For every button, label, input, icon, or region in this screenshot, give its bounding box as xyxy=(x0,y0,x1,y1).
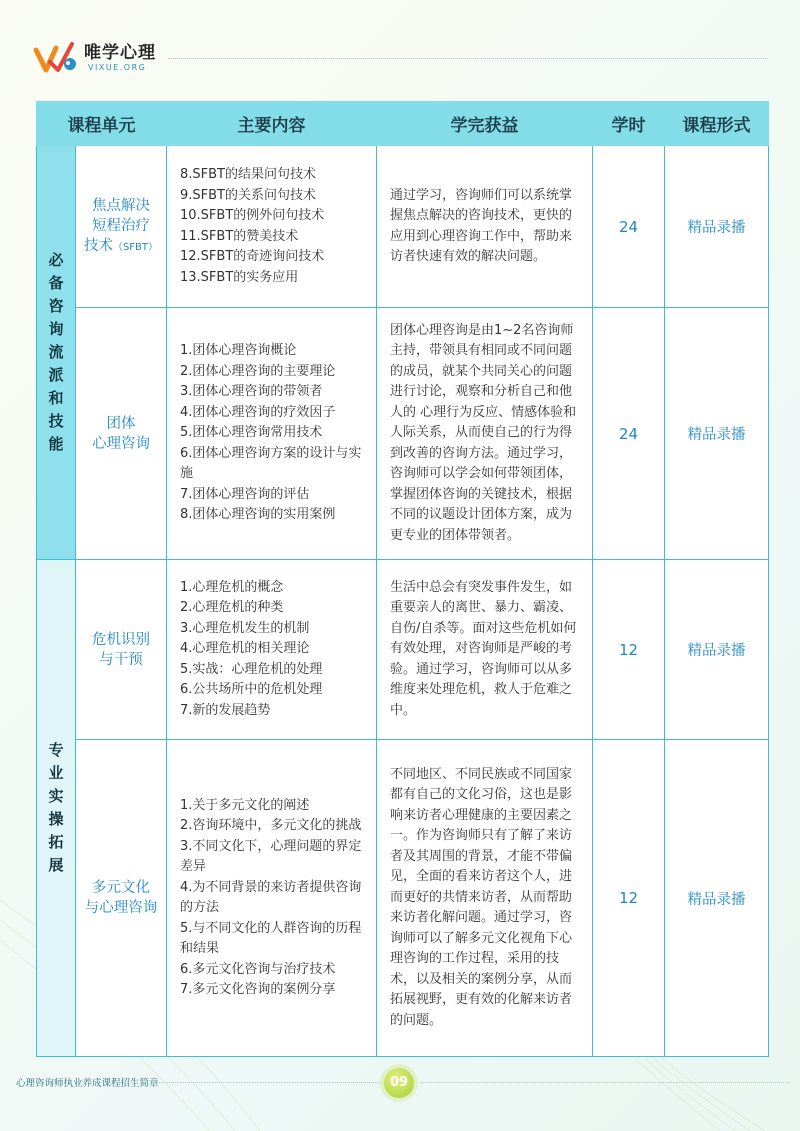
unit-name: 危机识别 与干预 xyxy=(76,560,167,740)
footer-divider-left xyxy=(150,1082,380,1083)
unit-benefit: 不同地区、不同民族或不同国家都有自己的文化习俗，这也是影响来访者心理健康的主要因素之一。作为咨询师只有了解了来访者及其周围的背景，才能不带偏见，全面的看来访者这个人，进而更好的共情来访者，从而帮助来访者化解问题。通过学习，咨询师可以了解多元文化视角下心理咨询的工作过程，采用的技术，以及相关的案例分享，从而拓展视野，更有效的化解来访者的问题。 xyxy=(377,740,593,1057)
unit-format: 精品录播 xyxy=(665,146,769,308)
unit-name: 团体 心理咨询 xyxy=(76,308,167,560)
header-hours: 学时 xyxy=(593,102,665,146)
unit-benefit: 通过学习，咨询师们可以系统掌握焦点解决的咨询技术，更快的应用到心理咨询工作中，帮助来访者快速有效的解决问题。 xyxy=(377,146,593,308)
category-required-skills: 必 备 咨 询 流 派 和 技 能 xyxy=(37,146,76,560)
unit-format: 精品录播 xyxy=(665,560,769,740)
unit-content: 1.关于多元文化的阐述 2.咨询环境中，多元文化的挑战 3.不同文化下，心理问题的界定差异 4.为不同背景的来访者提供咨询的方法 5.与不同文化的人群咨询的历程和结果 6.多元文化咨询与治疗技术 7.多元文化咨询的案例分享 xyxy=(167,740,377,1057)
table-row xyxy=(37,146,769,308)
brand-logo xyxy=(32,38,156,78)
table-row xyxy=(37,308,769,560)
unit-content: 1.团体心理咨询概论 2.团体心理咨询的主要理论 3.团体心理咨询的带领者 4.团体心理咨询的疗效因子 5.团体心理咨询常用技术 6.团体心理咨询方案的设计与实施 7.团体心理咨询的评估 8.团体心理咨询的实用案例 xyxy=(167,308,377,560)
brand-name: 唯学心理 xyxy=(84,43,156,63)
page-number-badge: 09 xyxy=(384,1068,414,1098)
unit-content: 8.SFBT的结果问句技术 9.SFBT的关系问句技术 10.SFBT的例外问句技术 11.SFBT的赞美技术 12.SFBT的奇迹询问技术 13.SFBT的实务应用 xyxy=(167,146,377,308)
unit-benefit: 团体心理咨询是由1~2名咨询师主持，带领具有相同或不同问题的成员，就某个共同关心的问题进行讨论，观察和分析自己和他人的 心理行为反应、情感体验和人际关系，从而使自己的行为得到改善的咨询方法。通过学习，咨询师可以学会如何带领团体，掌握团体咨询的关键技术，根据不同的议题设计团体方案，成为更专业的团体带领者。 xyxy=(377,308,593,560)
logo-mark-icon xyxy=(32,40,78,76)
unit-format: 精品录播 xyxy=(665,740,769,1057)
course-table xyxy=(36,101,769,1057)
unit-name: 焦点解决 短程治疗 技术（SFBT） xyxy=(76,146,167,308)
header-unit: 课程单元 xyxy=(37,102,167,146)
footer-title: 心理咨询师执业养成课程招生简章 xyxy=(16,1078,159,1089)
unit-format: 精品录播 xyxy=(665,308,769,560)
footer-divider-right xyxy=(420,1082,790,1083)
header-content: 主要内容 xyxy=(167,102,377,146)
table-header-row xyxy=(37,102,769,146)
unit-benefit: 生活中总会有突发事件发生，如重要亲人的离世、暴力、霸凌、自伤/自杀等。面对这些危机如何有效处理，对咨询师是严峻的考验。通过学习，咨询师可以从多维度来处理危机，救人于危难之中。 xyxy=(377,560,593,740)
header-benefit: 学完获益 xyxy=(377,102,593,146)
unit-hours: 24 xyxy=(593,308,665,560)
header-divider xyxy=(168,58,768,59)
brand-domain: VIXUE.ORG xyxy=(88,63,147,72)
category-professional-practice: 专 业 实 操 拓 展 xyxy=(37,560,76,1057)
table-row xyxy=(37,740,769,1057)
header-format: 课程形式 xyxy=(665,102,769,146)
unit-content: 1.心理危机的概念 2.心理危机的种类 3.心理危机发生的机制 4.心理危机的相关理论 5.实战：心理危机的处理 6.公共场所中的危机处理 7.新的发展趋势 xyxy=(167,560,377,740)
unit-name: 多元文化 与心理咨询 xyxy=(76,740,167,1057)
unit-hours: 12 xyxy=(593,740,665,1057)
table-row xyxy=(37,560,769,740)
unit-hours: 24 xyxy=(593,146,665,308)
unit-hours: 12 xyxy=(593,560,665,740)
